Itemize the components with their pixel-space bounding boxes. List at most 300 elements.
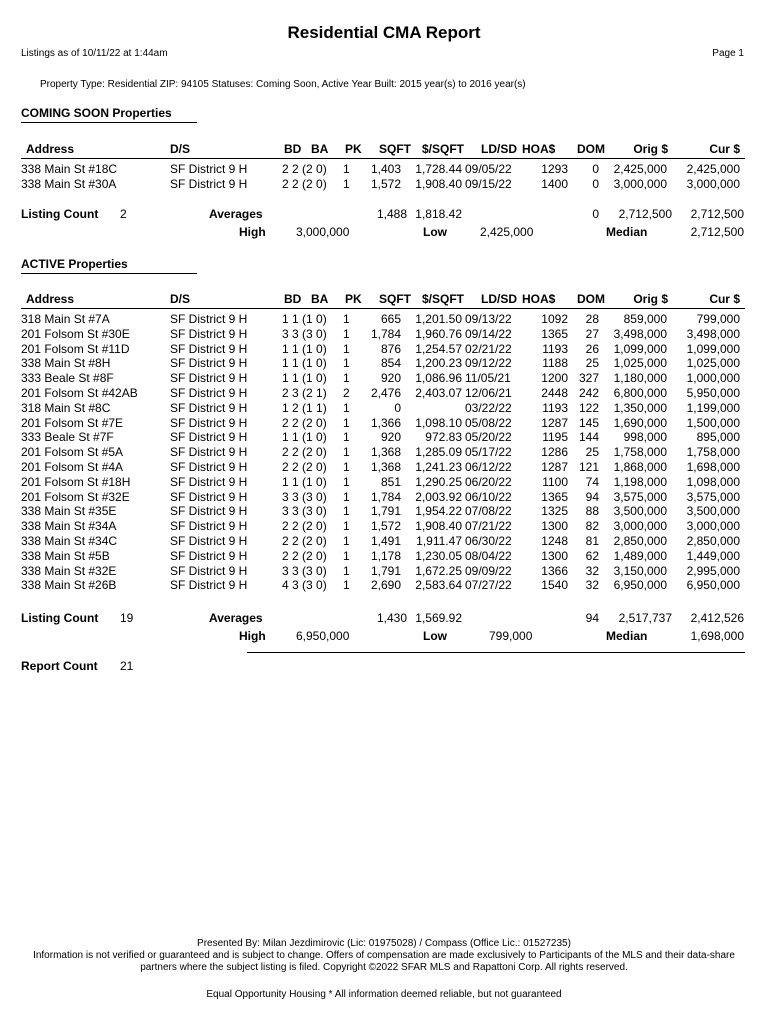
cell-cur: 3,000,000 [686,176,740,191]
cell-ds: SF District 9 H [170,534,248,548]
col-bd: BD [284,292,302,306]
cell-bdba: 3 3 (3 0) [282,489,327,504]
high-value: 6,950,000 [296,629,350,643]
median-label: Median [606,225,648,239]
cell-cur: 1,098,000 [686,474,740,489]
table-row [0,416,768,431]
averages-label: Averages [209,611,263,625]
cell-sqft: 1,403 [370,162,401,176]
listing-count-label: Listing Count [21,207,99,221]
table-row [0,430,768,445]
cell-dom: 25 [585,356,599,371]
cell-bdba: 2 2 (2 0) [282,176,327,191]
cell-dom: 242 [578,386,599,400]
cell-ldsd: 07/08/22 [465,504,512,519]
table-row [0,475,768,490]
col-pk: PK [345,292,362,306]
cell-bdba: 2 2 (2 0) [282,445,327,460]
cell-hoa: 1365 [541,489,568,504]
cell-ldsd: 02/21/22 [465,341,512,356]
cell-dom: 28 [585,312,599,326]
cell-dom: 32 [585,578,599,593]
table-row [0,312,768,327]
table-row [0,401,768,416]
cell-dom: 82 [585,519,599,534]
cell-cur: 2,425,000 [686,162,740,176]
cell-address: 201 Folsom St #11D [21,341,130,356]
cell-psqft: 1,200.23 [415,356,462,371]
cell-ds: SF District 9 H [170,578,248,593]
cell-sqft: 1,791 [370,563,401,578]
cell-address: 201 Folsom St #42AB [21,386,138,400]
cell-ds: SF District 9 H [170,312,248,326]
col-cur: Cur $ [709,292,740,306]
cell-psqft: 1,728.44 [415,162,462,176]
cell-cur: 1,698,000 [686,460,740,474]
cell-address: 338 Main St #8H [21,356,111,371]
cell-address: 338 Main St #35E [21,504,117,519]
col-hoa: HOA$ [522,142,556,156]
col-ldsd: LD/SD [481,292,517,306]
cell-orig: 998,000 [623,430,667,445]
median-value: 1,698,000 [690,629,744,643]
low-label: Low [423,629,447,643]
cell-ds: SF District 9 H [170,326,248,341]
active-column-headers [0,292,768,307]
cell-hoa: 1287 [541,415,568,430]
cell-address: 201 Folsom St #7E [21,415,124,430]
cell-ds: SF District 9 H [170,445,248,460]
table-row [0,371,768,386]
cell-orig: 3,150,000 [613,563,667,578]
cell-ds: SF District 9 H [170,356,248,371]
cell-orig: 1,025,000 [613,356,667,371]
cell-cur: 1,449,000 [686,548,740,563]
cell-hoa: 1287 [541,460,568,474]
cell-ldsd: 05/08/22 [465,415,512,430]
cell-hoa: 1300 [541,548,568,563]
median-label: Median [606,629,648,643]
cell-cur: 5,950,000 [686,386,740,400]
cell-ds: SF District 9 H [170,415,248,430]
active-summary-range [0,629,768,647]
footer-disclaimer-line-1: Information is not verified or guaranteed and is subject to change. Offers of compensation are made exclusively to Participants of the MLS and their data-share [33,950,735,961]
cell-pk: 1 [343,371,350,386]
cell-hoa: 1400 [541,176,568,191]
coming-soon-heading: COMING SOON Properties [21,106,172,120]
cell-psqft: 2,403.07 [415,386,462,400]
cell-ldsd: 07/27/22 [465,578,512,593]
cell-dom: 122 [578,400,599,415]
low-value: 2,425,000 [480,225,534,239]
cell-pk: 2 [343,386,350,400]
cell-hoa: 1286 [541,445,568,460]
low-label: Low [423,225,447,239]
cell-ds: SF District 9 H [170,563,248,578]
cell-pk: 1 [343,445,350,460]
cell-sqft: 1,491 [370,534,401,548]
col-psqft: $/SQFT [421,142,464,156]
col-address: Address [26,142,75,156]
cell-ds: SF District 9 H [170,386,248,400]
cell-ds: SF District 9 H [170,519,248,534]
cell-dom: 25 [585,445,599,460]
cell-ldsd: 09/09/22 [465,563,512,578]
avg-cur: 2,712,500 [690,207,744,221]
col-ba: BA [311,142,329,156]
cell-bdba: 2 2 (2 0) [282,415,327,430]
col-ds: D/S [170,142,191,156]
high-value: 3,000,000 [296,225,350,239]
cell-orig: 3,575,000 [613,489,667,504]
cell-orig: 6,950,000 [613,578,667,593]
cell-pk: 1 [343,534,350,548]
coming-soon-summary-averages [0,207,768,225]
cell-ds: SF District 9 H [170,162,248,176]
cell-psqft: 1,285.09 [415,445,462,460]
coming-soon-summary-range [0,225,768,243]
cell-hoa: 1188 [542,356,568,371]
cell-address: 201 Folsom St #5A [21,445,124,460]
cell-ldsd: 06/30/22 [465,534,512,548]
table-row [0,564,768,579]
cell-hoa: 2448 [541,386,568,400]
cell-sqft: 1,572 [370,519,401,534]
avg-sqft: 1,430 [376,611,407,625]
cell-pk: 1 [343,326,350,341]
cell-psqft: 1,290.25 [415,474,462,489]
cell-sqft: 851 [380,474,401,489]
avg-cur: 2,412,526 [690,611,744,625]
cell-address: 318 Main St #8C [21,400,111,415]
cell-bdba: 2 2 (2 0) [282,519,327,534]
col-dom: DOM [577,142,605,156]
table-row [0,534,768,549]
cell-ldsd: 03/22/22 [465,400,512,415]
cell-pk: 1 [343,415,350,430]
cell-psqft: 1,241.23 [415,460,462,474]
cell-dom: 81 [585,534,599,548]
cell-orig: 1,758,000 [613,445,667,460]
cell-orig: 1,868,000 [613,460,667,474]
cell-sqft: 854 [380,356,401,371]
cell-bdba: 2 2 (2 0) [282,162,327,176]
cell-dom: 145 [578,415,599,430]
cell-hoa: 1100 [542,474,568,489]
coming-soon-column-headers [0,142,768,157]
cell-psqft: 972.83 [425,430,462,445]
col-pk: PK [345,142,362,156]
col-address: Address [26,292,75,306]
cell-cur: 3,500,000 [686,504,740,519]
cell-address: 338 Main St #30A [21,176,117,191]
cell-ldsd: 07/21/22 [465,519,512,534]
cell-bdba: 1 1 (1 0) [282,474,327,489]
cell-pk: 1 [343,474,350,489]
cell-orig: 2,425,000 [613,162,667,176]
cell-cur: 1,758,000 [686,445,740,460]
cell-address: 338 Main St #18C [21,162,118,176]
cell-psqft: 2,003.92 [415,489,462,504]
cell-bdba: 1 1 (1 0) [282,430,327,445]
listing-count-value: 2 [120,207,127,221]
table-row [0,460,768,475]
footer-presented-by: Presented By: Milan Jezdimirovic (Lic: 01975028) / Compass (Office Lic.: 01527235) [197,938,571,949]
avg-dom: 94 [585,611,599,625]
page-number: Page 1 [712,48,744,59]
cell-address: 338 Main St #5B [21,548,110,563]
cell-pk: 1 [343,312,350,326]
cell-ldsd: 09/15/22 [465,176,512,191]
table-row [0,578,768,593]
cell-cur: 2,850,000 [686,534,740,548]
cell-pk: 1 [343,563,350,578]
cell-address: 201 Folsom St #4A [21,460,124,474]
avg-orig: 2,712,500 [618,207,672,221]
cell-pk: 1 [343,460,350,474]
cell-psqft: 1,254.57 [415,341,462,356]
col-ba: BA [311,292,329,306]
cell-pk: 1 [343,578,350,593]
col-orig: Orig $ [633,292,668,306]
table-row [0,177,768,192]
cell-bdba: 2 3 (2 1) [282,386,327,400]
avg-psqft: 1,818.42 [415,207,462,221]
cell-ldsd: 09/05/22 [465,162,512,176]
col-cur: Cur $ [709,142,740,156]
cell-orig: 1,489,000 [613,548,667,563]
cell-dom: 62 [585,548,599,563]
cell-sqft: 2,476 [370,386,401,400]
cell-pk: 1 [343,162,350,176]
table-row [0,356,768,371]
cell-dom: 88 [585,504,599,519]
cell-orig: 859,000 [623,312,667,326]
cell-ds: SF District 9 H [170,474,248,489]
cell-hoa: 1365 [541,326,568,341]
cell-sqft: 1,178 [370,548,401,563]
cell-bdba: 2 2 (2 0) [282,460,327,474]
cell-cur: 6,950,000 [686,578,740,593]
cell-ds: SF District 9 H [170,504,248,519]
col-hoa: HOA$ [522,292,556,306]
cell-psqft: 1,098.10 [415,415,462,430]
cell-orig: 1,198,000 [613,474,667,489]
col-sqft: SQFT [379,142,411,156]
cell-bdba: 1 1 (1 0) [282,371,327,386]
cell-pk: 1 [343,356,350,371]
cell-psqft: 1,911.47 [416,534,462,548]
cell-hoa: 1195 [542,430,568,445]
cell-sqft: 1,368 [370,445,401,460]
cell-cur: 1,000,000 [686,371,740,386]
footer-equal-housing: Equal Opportunity Housing * All information deemed reliable, but not guaranteed [206,989,562,1000]
cell-pk: 1 [343,341,350,356]
avg-dom: 0 [592,207,599,221]
cell-cur: 799,000 [696,312,740,326]
listing-count-value: 19 [120,611,134,625]
cell-dom: 0 [592,162,599,176]
cell-address: 201 Folsom St #32E [21,489,130,504]
report-title: Residential CMA Report [287,23,481,42]
table-row [0,504,768,519]
active-summary-averages [0,611,768,629]
cell-ds: SF District 9 H [170,371,248,386]
cell-ds: SF District 9 H [170,548,248,563]
cell-orig: 6,800,000 [613,386,667,400]
cell-bdba: 4 3 (3 0) [282,578,327,593]
cell-cur: 3,498,000 [686,326,740,341]
search-criteria: Property Type: Residential ZIP: 94105 Statuses: Coming Soon, Active Year Built: 2015 year(s) to 2016 year(s) [40,79,526,90]
cell-ds: SF District 9 H [170,400,248,415]
cell-dom: 74 [585,474,599,489]
cell-cur: 3,000,000 [686,519,740,534]
cell-psqft: 1,086.96 [415,371,462,386]
table-row [0,549,768,564]
high-label: High [239,225,266,239]
cell-sqft: 2,690 [370,578,401,593]
table-row [0,519,768,534]
cell-ldsd: 05/17/22 [465,445,512,460]
cell-sqft: 1,784 [370,326,401,341]
cell-pk: 1 [343,430,350,445]
cell-orig: 3,500,000 [613,504,667,519]
cell-ldsd: 08/04/22 [465,548,512,563]
avg-sqft: 1,488 [376,207,407,221]
col-dom: DOM [577,292,605,306]
coming-soon-heading-underline [21,122,197,123]
cell-sqft: 1,366 [370,415,401,430]
table-row [0,386,768,401]
active-heading: ACTIVE Properties [21,257,128,271]
cell-bdba: 2 2 (2 0) [282,534,327,548]
cell-ldsd: 06/12/22 [465,460,512,474]
cell-sqft: 1,784 [370,489,401,504]
table-row [0,327,768,342]
cell-pk: 1 [343,176,350,191]
cell-address: 338 Main St #26B [21,578,117,593]
averages-label: Averages [209,207,263,221]
cell-sqft: 920 [380,430,401,445]
cell-address: 201 Folsom St #30E [21,326,130,341]
cell-orig: 2,850,000 [613,534,667,548]
cell-ldsd: 05/20/22 [465,430,512,445]
cell-dom: 32 [585,563,599,578]
listings-as-of: Listings as of 10/11/22 at 1:44am [21,48,168,59]
coming-soon-header-rule [21,158,745,159]
cell-cur: 1,199,000 [686,400,740,415]
cell-orig: 1,350,000 [613,400,667,415]
avg-psqft: 1,569.92 [415,611,462,625]
cell-ldsd: 12/06/21 [465,386,512,400]
col-sqft: SQFT [379,292,411,306]
cell-orig: 1,690,000 [613,415,667,430]
cell-dom: 121 [578,460,599,474]
report-count-label: Report Count [21,659,98,673]
high-label: High [239,629,266,643]
cell-orig: 3,000,000 [613,176,667,191]
cell-ds: SF District 9 H [170,176,248,191]
report-count-value: 21 [120,659,134,673]
cell-bdba: 1 1 (1 0) [282,341,327,356]
cell-address: 333 Beale St #7F [21,430,114,445]
cell-bdba: 2 2 (2 0) [282,548,327,563]
col-ldsd: LD/SD [481,142,517,156]
col-bd: BD [284,142,302,156]
cell-ds: SF District 9 H [170,341,248,356]
cell-psqft: 1,672.25 [415,563,462,578]
cell-orig: 1,180,000 [613,371,667,386]
cell-address: 338 Main St #34C [21,534,118,548]
cell-hoa: 1293 [541,162,568,176]
cell-sqft: 0 [394,400,401,415]
active-summary-rule [247,652,745,653]
cell-ds: SF District 9 H [170,430,248,445]
cell-dom: 27 [585,326,599,341]
cell-bdba: 3 3 (3 0) [282,563,327,578]
median-value: 2,712,500 [690,225,744,239]
cell-orig: 1,099,000 [613,341,667,356]
cell-psqft: 1,230.05 [415,548,462,563]
col-ds: D/S [170,292,191,306]
cell-bdba: 1 2 (1 1) [282,400,327,415]
active-header-rule [21,308,745,309]
avg-orig: 2,517,737 [618,611,672,625]
cell-sqft: 876 [380,341,401,356]
cell-ldsd: 09/12/22 [465,356,512,371]
cell-hoa: 1540 [541,578,568,593]
cell-orig: 3,000,000 [613,519,667,534]
table-row [0,342,768,357]
cell-address: 333 Beale St #8F [21,371,114,386]
cell-psqft: 1,954.22 [415,504,462,519]
cell-cur: 3,575,000 [686,489,740,504]
cell-ds: SF District 9 H [170,460,248,474]
cell-ds: SF District 9 H [170,489,248,504]
cell-hoa: 1193 [542,400,568,415]
cell-dom: 0 [592,176,599,191]
cell-address: 318 Main St #7A [21,312,110,326]
cell-pk: 1 [343,504,350,519]
cell-sqft: 1,791 [370,504,401,519]
cell-address: 338 Main St #32E [21,563,117,578]
cell-address: 338 Main St #34A [21,519,117,534]
cell-cur: 1,500,000 [686,415,740,430]
table-row [0,445,768,460]
cell-sqft: 920 [380,371,401,386]
col-psqft: $/SQFT [421,292,464,306]
cell-sqft: 1,572 [370,176,401,191]
listing-count-label: Listing Count [21,611,99,625]
cell-psqft: 1,960.76 [415,326,462,341]
cell-hoa: 1325 [541,504,568,519]
col-orig: Orig $ [633,142,668,156]
cell-dom: 144 [578,430,599,445]
cell-psqft: 1,908.40 [415,176,462,191]
cell-ldsd: 06/20/22 [465,474,512,489]
cell-pk: 1 [343,489,350,504]
cell-bdba: 1 1 (1 0) [282,356,327,371]
cell-ldsd: 09/14/22 [465,326,512,341]
cell-pk: 1 [343,548,350,563]
table-row [0,162,768,177]
cell-cur: 2,995,000 [686,563,740,578]
cell-bdba: 1 1 (1 0) [282,312,327,326]
cell-psqft: 1,908.40 [415,519,462,534]
report-count [0,659,768,677]
table-row [0,490,768,505]
cell-orig: 3,498,000 [613,326,667,341]
